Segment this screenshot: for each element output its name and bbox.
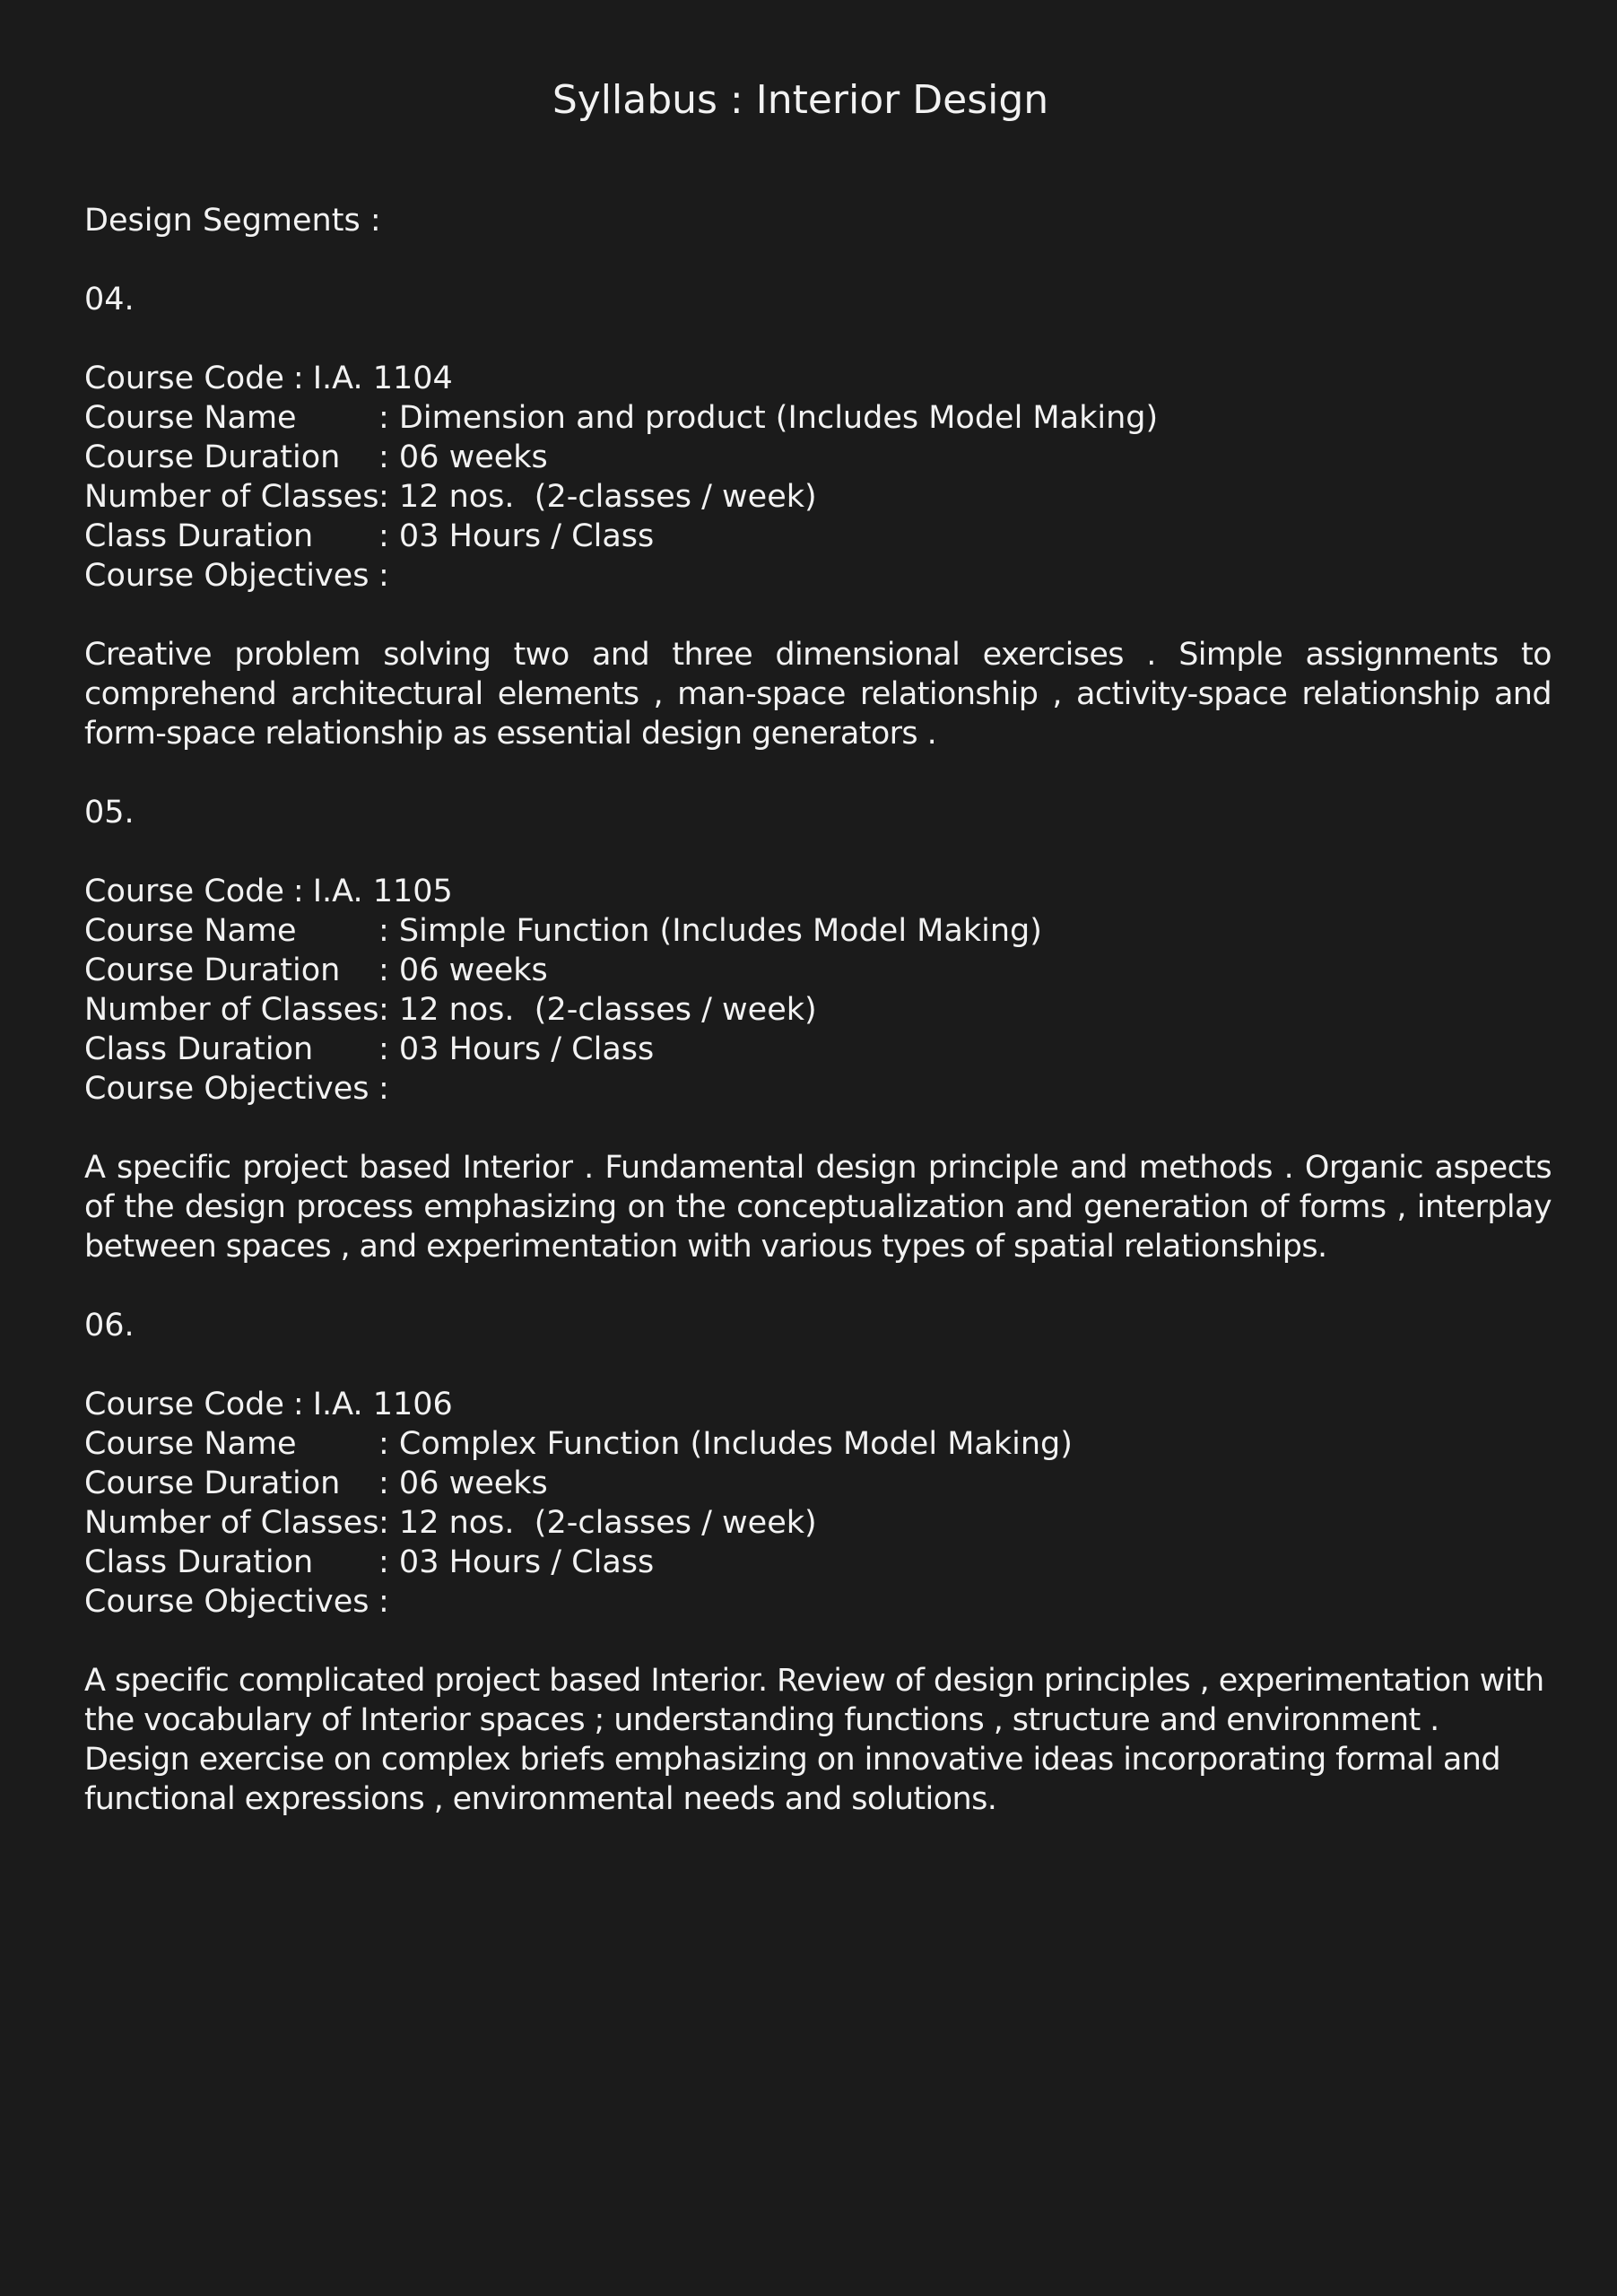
course-name-value: Dimension and product (Includes Model Making) bbox=[398, 400, 1159, 436]
course-duration-label: Course Duration bbox=[84, 439, 341, 475]
class-duration-row: Class Duration : 03 Hours / Class bbox=[84, 518, 655, 554]
course-number: 06. bbox=[84, 1308, 135, 1344]
course-code-row: Course Code : I.A. 1106 bbox=[84, 1387, 453, 1422]
course-objectives-text: Creative problem solving two and three dimensional exercises . Simple assignments to comprehend architectural elements , man-space relationship , activity-space relationship and form-space relationship as essential design generators . bbox=[84, 637, 1552, 752]
course-objectives-text: A specific project based Interior . Fundamental design principle and methods . Organic aspects of the design process emphasizing on the conceptualization and generation of forms , interplay between spaces , and experimentation with various types of spatial relationships. bbox=[84, 1150, 1552, 1265]
course-objectives-row: Course Objectives : bbox=[84, 558, 389, 594]
course-name-label: Course Name bbox=[84, 913, 297, 949]
number-of-classes-row: Number of Classes : 12 nos. (2-classes / week) bbox=[84, 479, 817, 515]
course-duration-value: 06 weeks bbox=[398, 952, 548, 988]
number-of-classes-row: Number of Classes : 12 nos. (2-classes / week) bbox=[84, 1505, 817, 1541]
course-code-label: Course Code bbox=[84, 874, 284, 909]
course-objectives-row: Course Objectives : bbox=[84, 1584, 389, 1620]
course-name-value: Simple Function (Includes Model Making) bbox=[398, 913, 1042, 949]
number-of-classes-label: Number of Classes bbox=[84, 1505, 379, 1541]
number-of-classes-value: 12 nos. (2-classes / week) bbox=[398, 1505, 817, 1541]
course-name-row: Course Name : Complex Function (Includes Model Making) bbox=[84, 1426, 1073, 1462]
class-duration-value: 03 Hours / Class bbox=[398, 1031, 655, 1067]
class-duration-label: Class Duration bbox=[84, 518, 314, 554]
course-code-value: I.A. 1104 bbox=[312, 361, 453, 396]
number-of-classes-value: 12 nos. (2-classes / week) bbox=[398, 992, 817, 1028]
course-name-value: Complex Function (Includes Model Making) bbox=[398, 1426, 1073, 1462]
course-number: 04. bbox=[84, 282, 135, 317]
page-title: Syllabus : Interior Design bbox=[552, 77, 1049, 123]
number-of-classes-row: Number of Classes : 12 nos. (2-classes / week) bbox=[84, 992, 817, 1028]
section-heading: Design Segments : bbox=[84, 203, 381, 239]
course-duration-label: Course Duration bbox=[84, 952, 341, 988]
course-objectives-label: Course Objectives bbox=[84, 558, 369, 594]
course-name-row: Course Name : Simple Function (Includes Model Making) bbox=[84, 913, 1042, 949]
course-duration-label: Course Duration bbox=[84, 1465, 341, 1501]
course-name-row: Course Name : Dimension and product (Includes Model Making) bbox=[84, 400, 1159, 436]
content bbox=[84, 201, 1552, 1858]
course-objectives-label: Course Objectives bbox=[84, 1071, 369, 1107]
course-duration-value: 06 weeks bbox=[398, 1465, 548, 1501]
course-code-label: Course Code bbox=[84, 1387, 284, 1422]
course-block bbox=[84, 1306, 1552, 1819]
number-of-classes-value: 12 nos. (2-classes / week) bbox=[398, 479, 817, 515]
course-number: 05. bbox=[84, 795, 135, 831]
course-objectives-row: Course Objectives : bbox=[84, 1071, 389, 1107]
course-code-label: Course Code bbox=[84, 361, 284, 396]
course-objectives-label: Course Objectives bbox=[84, 1584, 369, 1620]
course-code-row: Course Code : I.A. 1104 bbox=[84, 361, 453, 396]
course-duration-row: Course Duration : 06 weeks bbox=[84, 952, 548, 988]
course-details bbox=[84, 872, 1552, 1109]
course-code-row: Course Code : I.A. 1105 bbox=[84, 874, 453, 909]
number-of-classes-label: Number of Classes bbox=[84, 479, 379, 515]
course-code-value: I.A. 1106 bbox=[312, 1387, 453, 1422]
course-details bbox=[84, 359, 1552, 596]
class-duration-value: 03 Hours / Class bbox=[398, 1544, 655, 1580]
course-duration-row: Course Duration : 06 weeks bbox=[84, 1465, 548, 1501]
course-duration-value: 06 weeks bbox=[398, 439, 548, 475]
course-objectives-text: A specific complicated project based Interior. Review of design principles , experimentation with the vocabulary of Interior spaces ; understanding functions , structure and environment . Design exercise on complex briefs emphasizing on innovative ideas incorporating formal and functional expressions , environmental needs and solutions. bbox=[84, 1663, 1544, 1817]
class-duration-label: Class Duration bbox=[84, 1544, 314, 1580]
class-duration-value: 03 Hours / Class bbox=[398, 518, 655, 554]
course-name-label: Course Name bbox=[84, 400, 297, 436]
class-duration-row: Class Duration : 03 Hours / Class bbox=[84, 1031, 655, 1067]
course-block bbox=[84, 793, 1552, 1266]
class-duration-label: Class Duration bbox=[84, 1031, 314, 1067]
number-of-classes-label: Number of Classes bbox=[84, 992, 379, 1028]
course-name-label: Course Name bbox=[84, 1426, 297, 1462]
course-code-value: I.A. 1105 bbox=[312, 874, 453, 909]
class-duration-row: Class Duration : 03 Hours / Class bbox=[84, 1544, 655, 1580]
course-details bbox=[84, 1385, 1552, 1622]
course-duration-row: Course Duration : 06 weeks bbox=[84, 439, 548, 475]
course-block bbox=[84, 280, 1552, 753]
